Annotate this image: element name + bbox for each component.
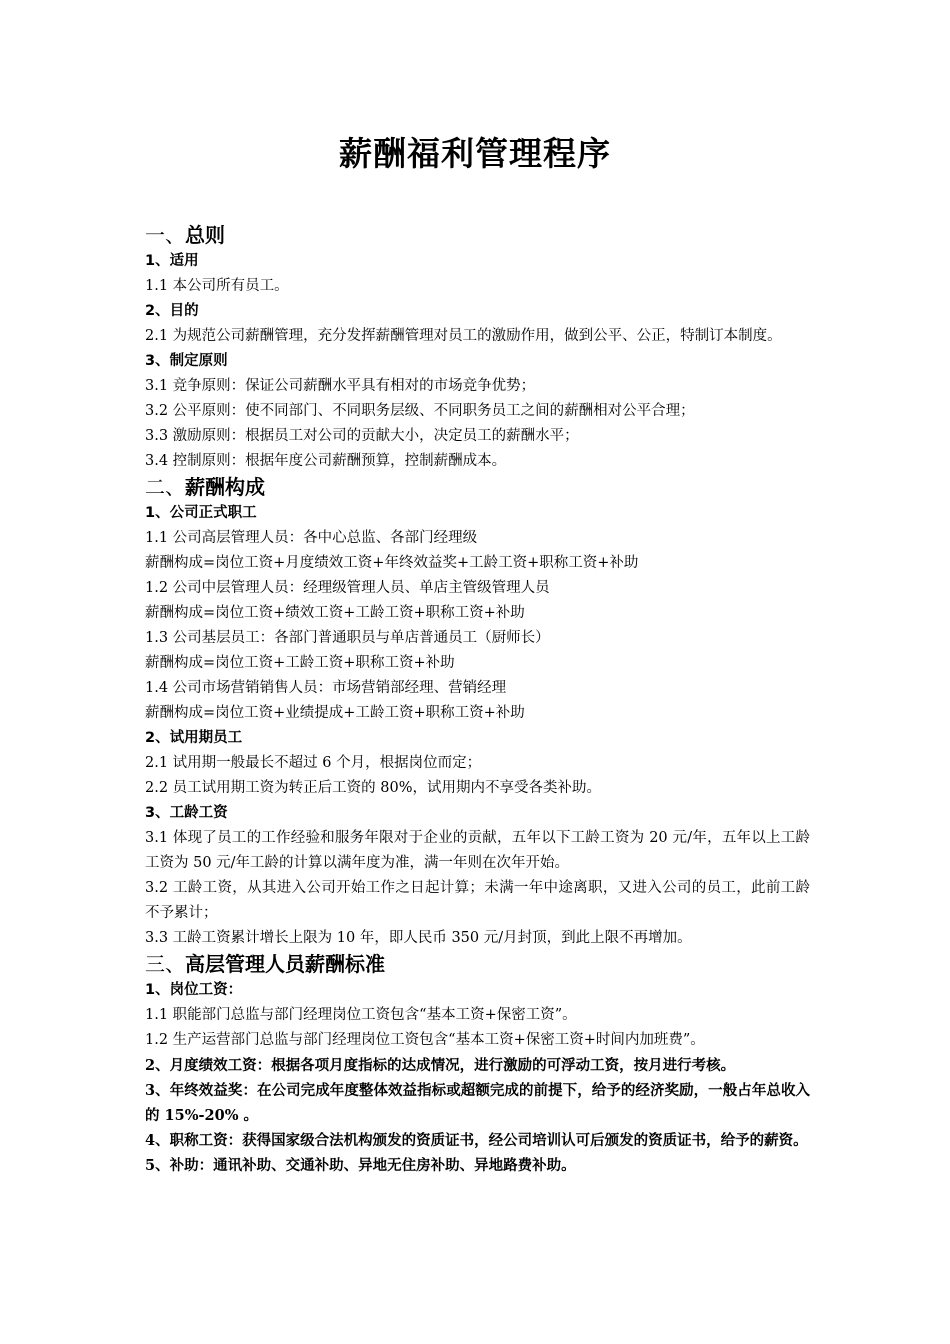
subheading: 2、目的 xyxy=(145,303,199,319)
paragraph: 3.2 公平原则：使不同部门、不同职务层级、不同职务员工之间的薪酬相对公平合理； xyxy=(145,403,695,419)
section-heading-senior-salary xyxy=(145,951,810,978)
paragraph: 1.1 本公司所有员工。 xyxy=(145,278,289,294)
paragraph: 1.2 公司中层管理人员：经理级管理人员、单店主管级管理人员 xyxy=(145,580,550,596)
document-title: 薪酬福利管理程序 xyxy=(339,134,611,173)
section-number: 三、 xyxy=(145,952,185,976)
paragraph: 3.3 激励原则：根据员工对公司的贡献大小，决定员工的薪酬水平； xyxy=(145,428,579,444)
paragraph: 3.4 控制原则：根据年度公司薪酬预算，控制薪酬成本。 xyxy=(145,453,507,469)
section-title: 高层管理人员薪酬标准 xyxy=(185,952,385,976)
paragraph-bold: 2、月度绩效工资：根据各项月度指标的达成情况，进行激励的可浮动工资，按月进行考核。 xyxy=(145,1057,736,1074)
paragraph: 1.3 公司基层员工：各部门普通职员与单店普通员工（厨师长） xyxy=(145,630,550,646)
paragraph: 3.3 工龄工资累计增长上限为 10 年，即人民币 350 元/月封顶，到此上限不再增加。 xyxy=(145,930,692,946)
paragraph: 1.1 职能部门总监与部门经理岗位工资包含“基本工资+保密工资”。 xyxy=(145,1007,577,1023)
paragraph: 2.1 试用期一般最长不超过 6 个月，根据岗位而定； xyxy=(145,755,482,771)
paragraph-bold: 3、年终效益奖：在公司完成年度整体效益指标或超额完成的前提下，给予的经济奖励，一般占年总收入的 15%-20% 。 xyxy=(145,1082,810,1124)
paragraph: 3.2 工龄工资，从其进入公司开始工作之日起计算；未满一年中途离职，又进入公司的员工，此前工龄不予累计； xyxy=(145,880,810,921)
paragraph: 薪酬构成=岗位工资+月度绩效工资+年终效益奖+工龄工资+职称工资+补助 xyxy=(145,555,639,571)
subheading: 1、岗位工资： xyxy=(145,982,243,998)
section-title: 薪酬构成 xyxy=(185,475,265,499)
paragraph: 薪酬构成=岗位工资+工龄工资+职称工资+补助 xyxy=(145,655,455,671)
paragraph: 1.4 公司市场营销销售人员：市场营销部经理、营销经理 xyxy=(145,680,507,696)
subheading: 1、适用 xyxy=(145,253,199,269)
subheading: 3、工龄工资 xyxy=(145,805,228,821)
paragraph: 1.1 公司高层管理人员：各中心总监、各部门经理级 xyxy=(145,530,478,546)
section-title: 总则 xyxy=(185,223,225,247)
paragraph: 薪酬构成=岗位工资+业绩提成+工龄工资+职称工资+补助 xyxy=(145,705,525,721)
section-heading-salary-structure xyxy=(145,474,810,501)
subheading: 1、公司正式职工 xyxy=(145,505,257,521)
subheading: 2、试用期员工 xyxy=(145,730,243,746)
subheading: 3、制定原则 xyxy=(145,353,228,369)
paragraph: 3.1 体现了员工的工作经验和服务年限对于企业的贡献，五年以下工龄工资为 20 元/年，五年以上工龄工资为 50 元/年工龄的计算以满年度为准，满一年则在次年开始。 xyxy=(145,830,810,871)
paragraph: 3.1 竞争原则：保证公司薪酬水平具有相对的市场竞争优势； xyxy=(145,378,536,394)
paragraph-bold: 5、补助：通讯补助、交通补助、异地无住房补助、异地路费补助。 xyxy=(145,1157,576,1174)
section-number: 一、 xyxy=(145,223,185,247)
document-body xyxy=(145,222,810,1178)
section-number: 二、 xyxy=(145,475,185,499)
paragraph: 2.1 为规范公司薪酬管理，充分发挥薪酬管理对员工的激励作用，做到公平、公正，特制订本制度。 xyxy=(145,328,782,344)
paragraph: 薪酬构成=岗位工资+绩效工资+工龄工资+职称工资+补助 xyxy=(145,605,525,621)
section-heading-general xyxy=(145,222,810,249)
paragraph: 1.2 生产运营部门总监与部门经理岗位工资包含“基本工资+保密工资+时间内加班费”。 xyxy=(145,1032,705,1048)
paragraph: 2.2 员工试用期工资为转正后工资的 80%，试用期内不享受各类补助。 xyxy=(145,780,602,796)
paragraph-bold: 4、职称工资：获得国家级合法机构颁发的资质证书，经公司培训认可后颁发的资质证书，给予的薪资。 xyxy=(145,1132,808,1149)
